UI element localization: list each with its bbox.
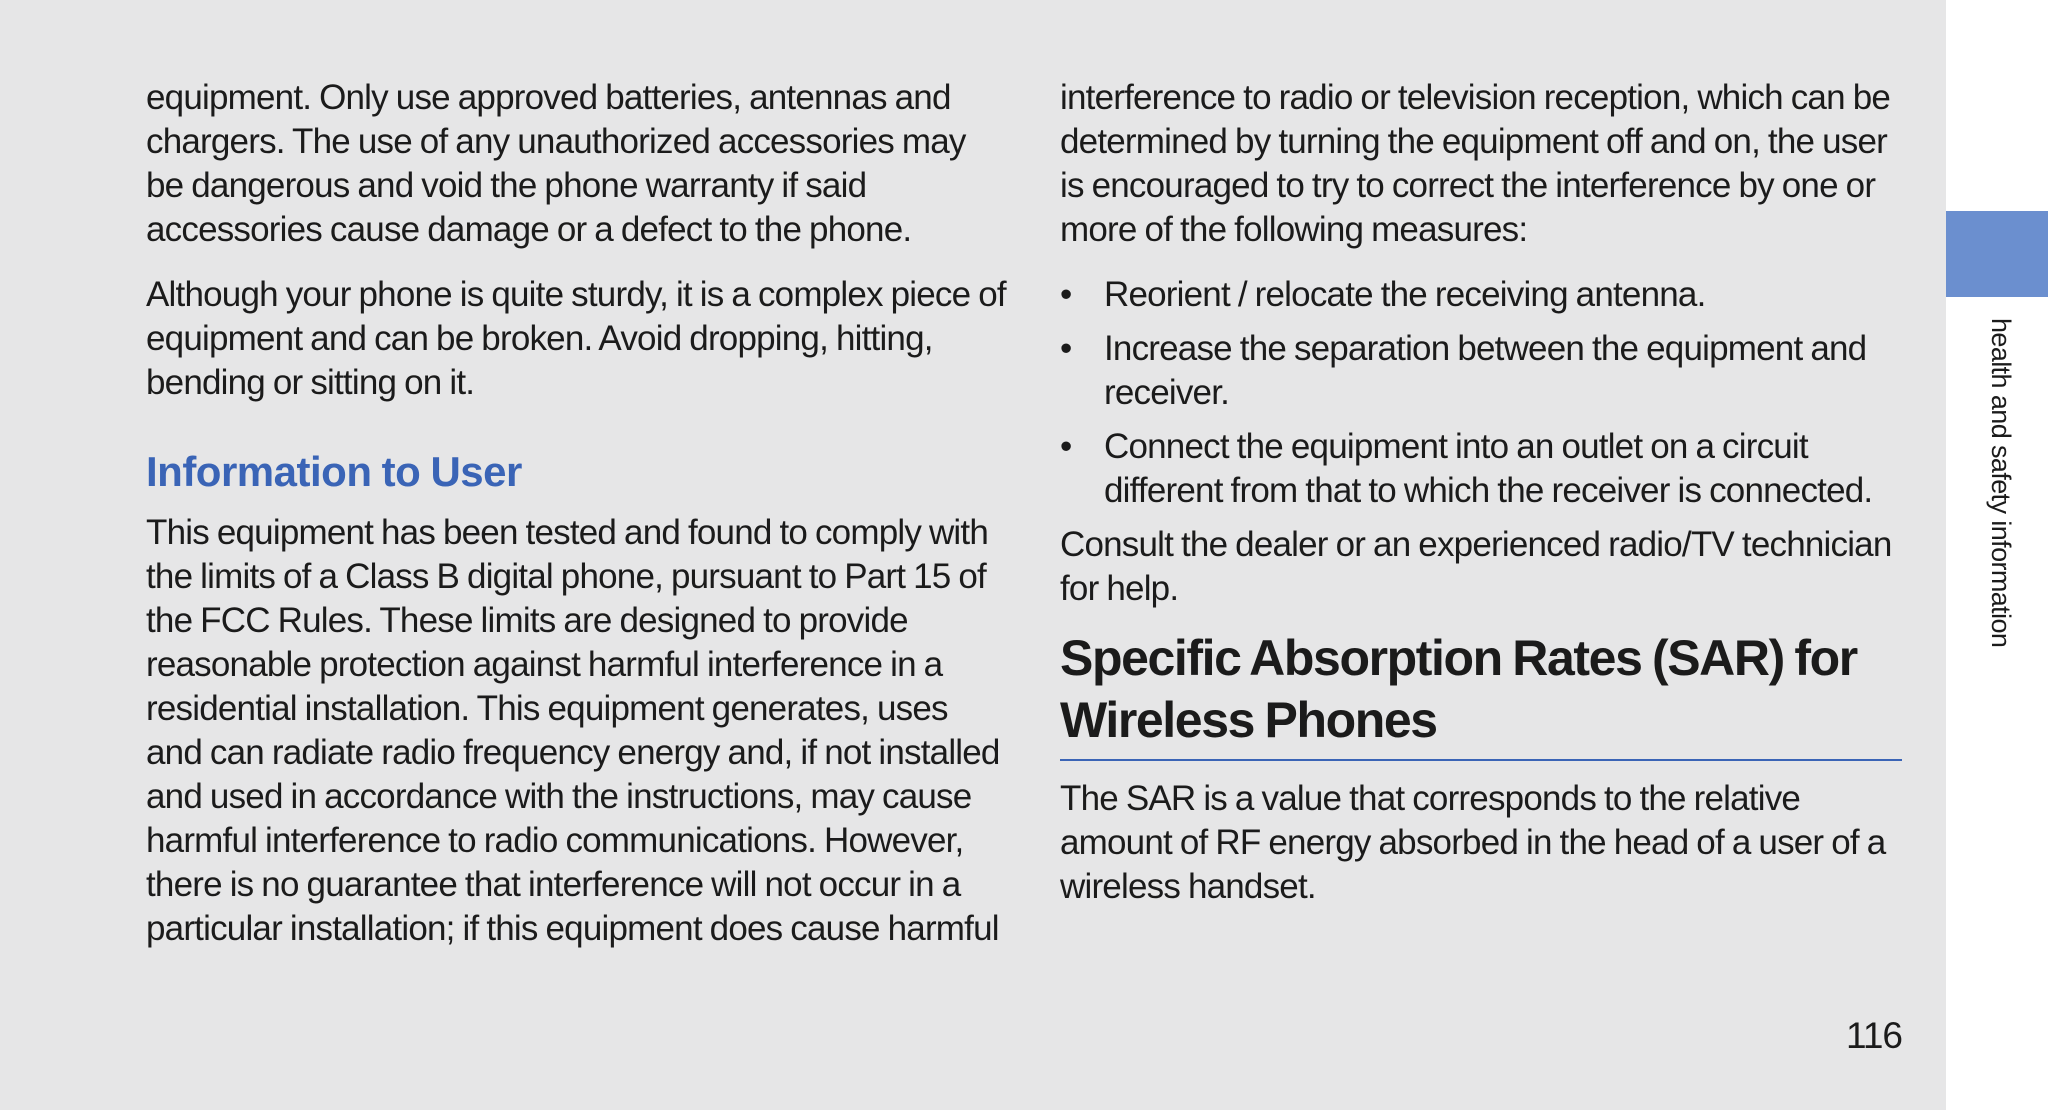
left-paragraph-2: Although your phone is quite sturdy, it is a complex piece of equipment and can be broken. Avoid dropping, hitting, bending or sitting on it.	[146, 275, 1006, 402]
section-label-vertical: health and safety information	[1986, 318, 2016, 648]
right-paragraph-2: Consult the dealer or an experienced radio/TV technician for help.	[1060, 525, 1892, 608]
information-to-user-heading: Information to User	[146, 448, 522, 495]
page-number: 116	[1846, 1015, 1902, 1056]
right-paragraph-3: The SAR is a value that corresponds to the relative amount of RF energy absorbed in the head of a user of a wireless handset.	[1060, 779, 1886, 906]
measures-list	[1060, 273, 1910, 513]
left-paragraph-1: equipment. Only use approved batteries, antennas and chargers. The use of any unauthorized accessories may be dangerous and void the phone warranty if said accessories cause damage or a defect to the phone.	[146, 78, 966, 249]
left-paragraph-3: This equipment has been tested and found to comply with the limits of a Class B digital phone, pursuant to Part 15 of the FCC Rules. These limits are designed to provide reasonable protection against harmful interference in a residential installation. This equipment generates, uses and can radiate radio frequency energy and, if not installed and used in accordance with the instructions, may cause harmful interference to radio communications. However, there is no guarantee that interference will not occur in a particular installation; if this equipment does cause harmful	[146, 513, 1000, 948]
left-column	[146, 76, 1006, 951]
list-item-text: Connect the equipment into an outlet on a circuit different from that to which the receiver is connected.	[1104, 427, 1873, 510]
sar-section-heading: Specific Absorption Rates (SAR) for Wireless Phones	[1060, 627, 1902, 761]
right-column	[1060, 76, 1910, 909]
bullet-icon: •	[1060, 329, 1072, 368]
list-item	[1060, 425, 1910, 513]
list-item	[1060, 273, 1910, 317]
list-item-text: Reorient / relocate the receiving antenna.	[1104, 275, 1706, 314]
list-item	[1060, 327, 1910, 415]
section-tab-marker	[1946, 211, 2048, 297]
bullet-icon: •	[1060, 275, 1072, 314]
bullet-icon: •	[1060, 427, 1072, 466]
right-paragraph-1: interference to radio or television reception, which can be determined by turning the equipment off and on, the user is encouraged to try to correct the interference by one or more of the following measures:	[1060, 78, 1891, 249]
list-item-text: Increase the separation between the equipment and receiver.	[1104, 329, 1867, 412]
